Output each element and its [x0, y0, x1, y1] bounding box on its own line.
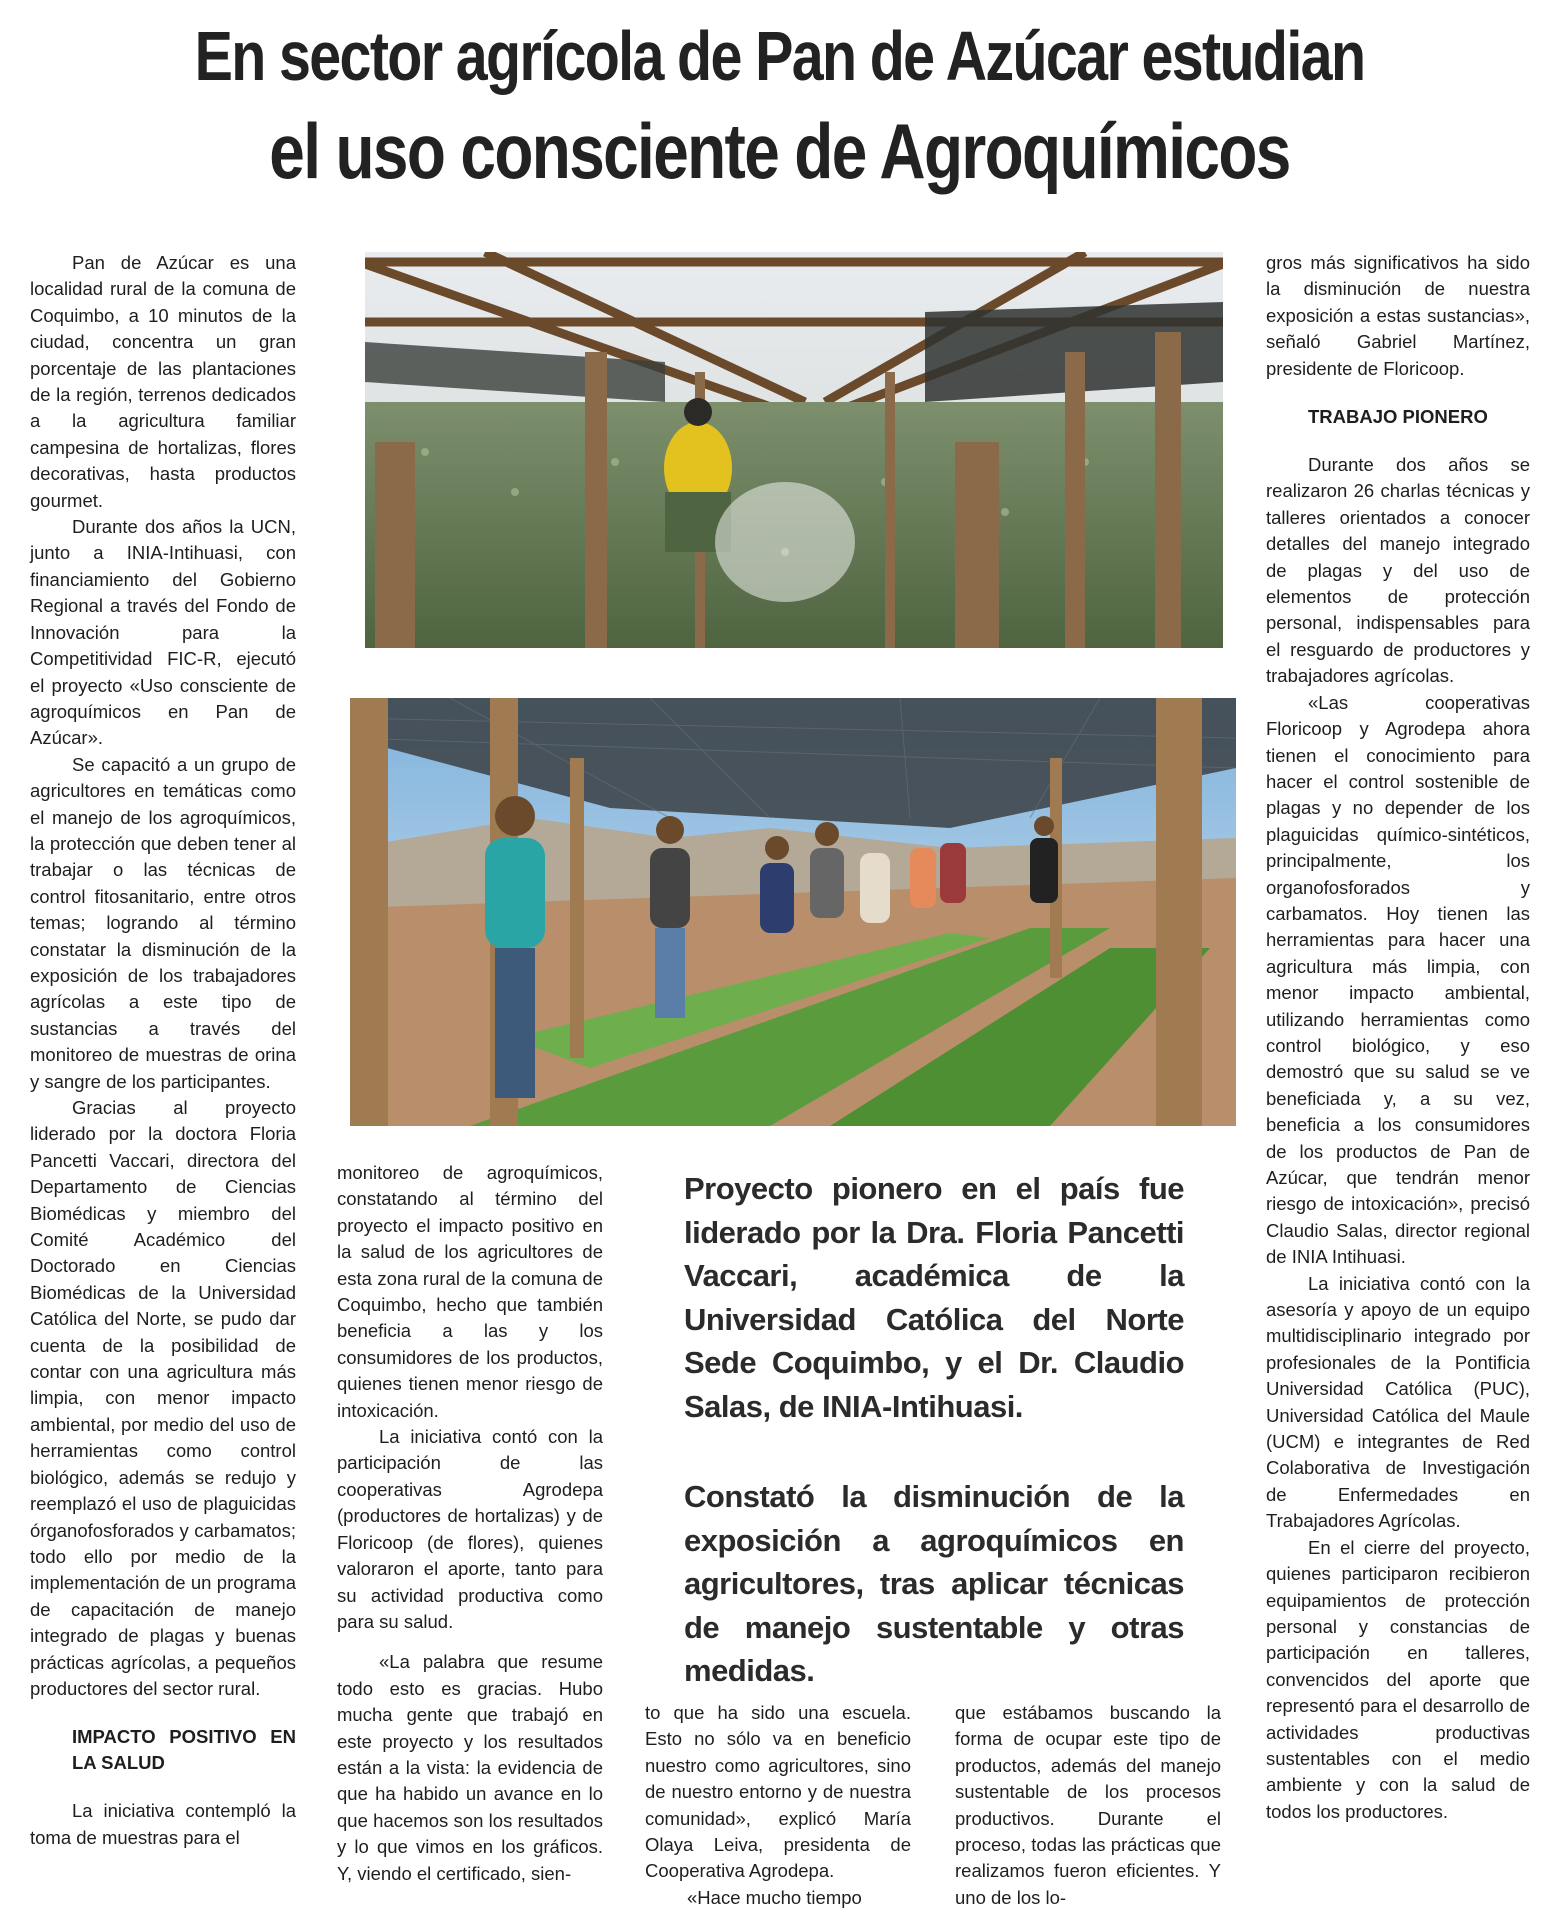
paragraph: La iniciativa contempló la toma de muestras para el	[30, 1800, 296, 1848]
paragraph: gros más significativos ha sido la disminución de nuestra exposición a estas sustancias», señaló Gabriel Martínez, presidente de Floricoop.	[1266, 252, 1530, 379]
paragraph: La iniciativa contó con la asesoría y apoyo de un equipo multidisciplinario integrado por profesionales de la Pontificia Universidad Católica (PUC), Universidad Católica del Maule (UCM) e integrantes de Red Colaborativa de Investigación de Enfermedades en Trabajadores Agrícolas.	[1266, 1272, 1530, 1532]
article-column-4	[1266, 250, 1530, 1825]
headline-line-1: En sector agrícola de Pan de Azúcar estudian	[194, 17, 1365, 95]
paragraph: En el cierre del proyecto, quienes participaron recibieron equipamientos de protección personal y constancias de participación en talleres, convencidos del aporte que representó para el desarrollo de actividades productivas sustentables con el medio ambiente y con la salud de todos los productores.	[1266, 1536, 1530, 1822]
photo-group-greenhouse-image	[350, 698, 1236, 1126]
pull-quote-2: Constató la disminución de la exposición a agroquímicos en agricultores, tras aplicar técnicas de manejo sustentable y otras medidas.	[684, 1479, 1184, 1688]
paragraph: Durante dos años se realizaron 26 charlas técnicas y talleres orientados a conocer detalles del manejo integrado de plagas y del uso de elementos de protección personal, indispensables para el resguardo de productores y trabajadores agrícolas.	[1266, 454, 1530, 687]
subheading-trabajo-pionero: TRABAJO PIONERO	[1308, 406, 1488, 428]
article-column-2	[337, 1160, 603, 1887]
pull-quote-1: Proyecto pionero en el país fue liderado por la Dra. Floria Pancetti Vaccari, académica de la Universidad Católica del Norte Sede Coquimbo, y el Dr. Claudio Salas, de INIA-Intihuasi.	[684, 1171, 1184, 1424]
photo-greenhouse-spraying	[365, 252, 1223, 648]
paragraph: Se capacitó a un grupo de agricultores en temáticas como el manejo de los agroquímicos, la protección que deben tener al trabajar o las técnicas de control fitosanitario, entre otros temas; logrando al término constatar la disminución de la exposición de los trabajadores agrícolas a este tipo de sustancias a través del monitoreo de muestras de orina y sangre de los participantes.	[30, 753, 296, 1092]
paragraph: que estábamos buscando la forma de ocupar este tipo de productos, además del manejo sustentable de los procesos productivos. Durante el proceso, todas las prácticas que realizamos fueron eficientes. Y uno de los lo-	[955, 1702, 1221, 1908]
paragraph: monitoreo de agroquímicos, constatando al término del proyecto el impacto positivo en la salud de los agricultores de esta zona rural de la comuna de Coquimbo, hecho que también beneficia a las y los consumidores de los productos, quienes tienen menor riesgo de intoxicación.	[337, 1162, 603, 1421]
photo-greenhouse-spraying-image	[365, 252, 1223, 648]
paragraph: Gracias al proyecto liderado por la doctora Floria Pancetti Vaccari, directora del Departamento de Ciencias Biomédicas y miembro del Comité Académico del Doctorado en Ciencias Biomédicas de la Universidad Católica del Norte, se pudo dar cuenta de la posibilidad de contar con una agricultura más limpia, con menor impacto ambiental, por medio del uso de herramientas como control biológico, además se redujo y reemplazó el uso de plaguicidas órganofosforados y carbamatos; todo ello por medio de la implementación de un programa de capacitación de manejo integrado de plagas y buenas prácticas agrícolas, a pequeños productores del sector rural.	[30, 1097, 296, 1699]
paragraph: to que ha sido una escuela. Esto no sólo va en beneficio nuestro como agricultores, sino de nuestro entorno y de nuestra comunidad», explicó María Olaya Leiva, presidenta de Cooperativa Agrodepa.	[645, 1702, 911, 1882]
subheading-impacto: IMPACTO POSITIVO EN LA SALUD	[72, 1726, 296, 1774]
paragraph: «La palabra que resume todo esto es gracias. Hubo mucha gente que trabajó en este proyecto y los resultados están a la vista: la evidencia de que ha habido un avance en lo que hacemos son los resultados y lo que vimos en los gráficos. Y, viendo el certificado, sien-	[337, 1651, 603, 1884]
paragraph: «Hace mucho tiempo	[687, 1886, 862, 1908]
headline-line-2: el uso consciente de Agroquímicos	[269, 107, 1290, 195]
article-column-1	[30, 250, 296, 1851]
paragraph: Durante dos años la UCN, junto a INIA-Intihuasi, con financiamiento del Gobierno Regional a través del Fondo de Innovación para la Competitividad FIC-R, ejecutó el proyecto «Uso consciente de agroquímicos en Pan de Azúcar».	[30, 516, 296, 749]
paragraph: Pan de Azúcar es una localidad rural de la comuna de Coquimbo, a 10 minutos de la ciudad, concentra un gran porcentaje de las plantaciones de la región, terrenos dedicados a la agricultura familiar campesina de hortalizas, flores decorativas, hasta productos gourmet.	[30, 252, 296, 511]
photo-group-greenhouse	[350, 698, 1236, 1126]
paragraph: La iniciativa contó con la participación de las cooperativas Agrodepa (productores de hortalizas) y de Floricoop (de flores), quienes valoraron el aporte, tanto para su actividad productiva como para su salud.	[337, 1426, 603, 1632]
article-column-3b	[955, 1700, 1221, 1911]
article-column-3a	[645, 1700, 911, 1911]
paragraph: «Las cooperativas Floricoop y Agrodepa ahora tienen el conocimiento para hacer el control sostenible de plagas y no depender de los plaguicidas químico-sintéticos, principalmente, los organofosforados y carbamatos. Hoy tienen las herramientas para hacer una agricultura más limpia, con menor impacto ambiental, utilizando herramientas como control biológico, y eso demostró que su salud se ve beneficiada y, a su vez, beneficia a los consumidores de los productos de Pan de Azúcar, que tendrán menor riesgo de intoxicación», precisó Claudio Salas, director regional de INIA Intihuasi.	[1266, 691, 1530, 1268]
